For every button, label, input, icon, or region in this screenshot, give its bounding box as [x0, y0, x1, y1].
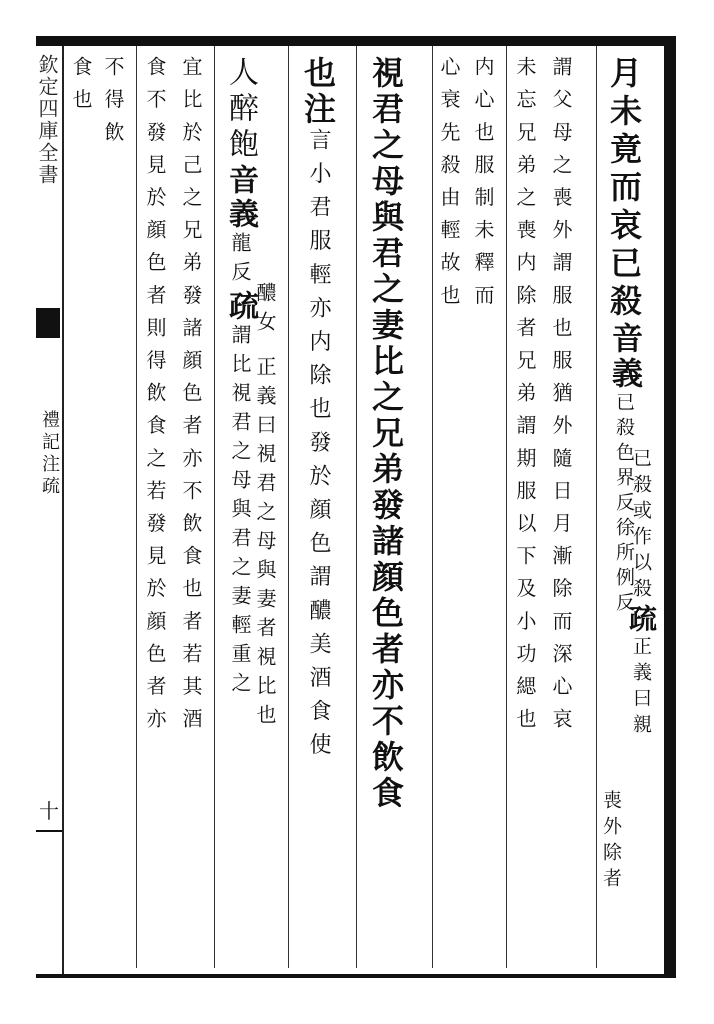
frame-right-border [664, 36, 676, 978]
text-column-4 [512, 56, 537, 741]
collection-title: 欽定四庫全書 [35, 54, 59, 186]
page-number: 十 [39, 799, 59, 823]
column-divider [356, 46, 357, 968]
column-divider [596, 46, 597, 968]
column-divider [506, 46, 507, 968]
text-column-5 [470, 56, 495, 317]
annotation-text: 龍反 [228, 232, 252, 290]
column-divider [214, 46, 215, 968]
text-column-7 [368, 56, 404, 812]
annotation-text: 不得飲 [101, 56, 125, 154]
annotation-text: 已殺或作以殺 [630, 448, 652, 604]
text-column-3 [548, 56, 573, 741]
text-column-12 [100, 56, 125, 154]
frame-top-border [36, 36, 676, 46]
text-column-11 [142, 56, 167, 741]
annotation-text: 已殺色界反徐所例反 [613, 392, 635, 617]
annotation-text: 心衰先殺由輕故也 [437, 56, 461, 317]
text-column-6 [436, 56, 461, 317]
annotation-text: 喪外除者 [600, 790, 622, 894]
main-text: 人醉飽 [223, 56, 258, 164]
frame-bottom-border [36, 974, 676, 978]
annotation-text: 食不發見於顔色者則得飲食之若發見於顔色者亦 [143, 56, 167, 741]
section-marker-yinyi: 音義 [223, 164, 258, 232]
section-marker-zhu: 注 [299, 92, 337, 128]
margin-rule [36, 830, 62, 832]
main-text: 視君之母與君之妻比之兄弟發諸顔色者亦不飲食 [367, 56, 405, 812]
text-column-10 [178, 56, 203, 741]
section-marker-yinyi: 音義 [606, 322, 642, 392]
text-column-8 [300, 56, 336, 766]
book-title: 禮記注疏 [39, 410, 60, 498]
text-column-2 [598, 790, 623, 894]
annotation-text: 食也 [69, 56, 93, 122]
text-column-1b [625, 448, 658, 740]
margin-fish-tail [36, 308, 60, 338]
frame-left-border [62, 46, 64, 974]
annotation-text: 謂父母之喪外謂服也服猶外隨日月漸除而深心哀 [549, 56, 573, 741]
annotation-text: 言小君服輕亦内除也發於顔色謂醲美酒食使 [306, 128, 331, 767]
annotation-text: 内心也服制未釋而 [471, 56, 495, 317]
annotation-text: 未忘兄弟之喪内除者兄弟謂期服以下及小功緦也 [513, 56, 537, 741]
text-column-13 [68, 56, 93, 121]
annotation-text: 醲女 [253, 282, 277, 340]
main-text: 也 [299, 56, 337, 92]
annotation-text: 宜比於己之兄弟發諸顔色者亦不飲食也者若其酒 [179, 56, 203, 741]
section-marker-shu: 疏 [223, 290, 258, 324]
annotation-text: 正義曰親 [630, 636, 652, 740]
column-divider [432, 46, 433, 968]
annotation-text: 謂比視君之母與君之妻輕重之 [228, 324, 252, 701]
annotation-text: 正義曰視君之母與妻者視比也 [253, 356, 277, 733]
section-marker-shu: 疏 [625, 604, 658, 636]
main-text: 月未竟而哀已殺 [605, 56, 643, 322]
text-column-9b [252, 282, 277, 733]
column-divider [288, 46, 289, 968]
column-divider [136, 46, 137, 968]
